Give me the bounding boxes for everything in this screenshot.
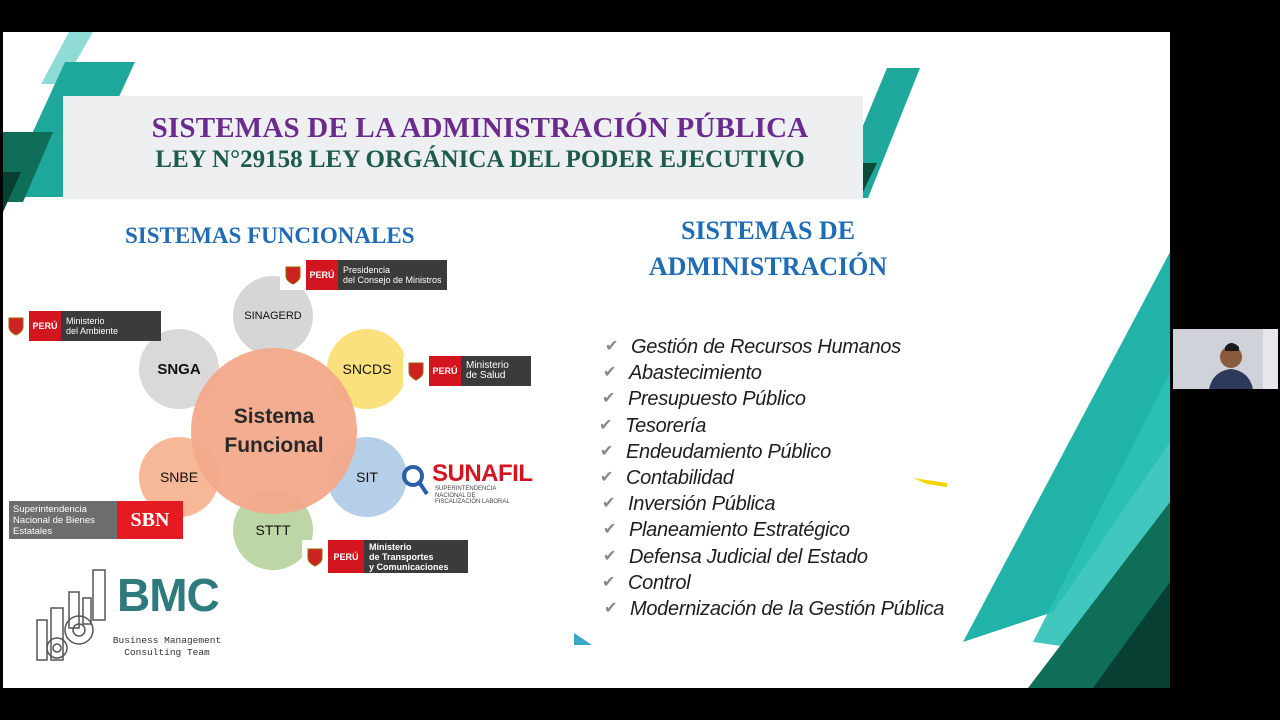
list-item: ✔ Contabilidad xyxy=(600,467,734,490)
list-item: ✔ Tesorería xyxy=(599,414,707,437)
webcam-thumbnail[interactable] xyxy=(1173,329,1278,389)
list-item: ✔ Modernización de la Gestión Pública xyxy=(604,597,945,620)
check-icon: ✔ xyxy=(603,364,617,382)
system-label: SNGA xyxy=(157,360,201,378)
sunafil-subtitle: SUPERINTENDENCIA NACIONAL DE FISCALIZACIÓN LABORAL xyxy=(435,486,510,505)
peru-mark: PERÚ xyxy=(29,311,61,341)
central-system-circle xyxy=(191,348,357,514)
system-label: STTT xyxy=(255,522,291,538)
bmc-tagline: Business Management Consulting Team xyxy=(112,635,222,658)
list-item: ✔ Endeudamiento Público xyxy=(600,440,831,463)
ministry-name: Ministerio de Salud xyxy=(461,356,531,386)
peru-mark: PERÚ xyxy=(328,540,364,573)
check-icon: ✔ xyxy=(602,390,616,408)
check-icon: ✔ xyxy=(602,495,616,513)
sunafil-name: SUNAFIL xyxy=(432,460,533,487)
yellow-pointer-decor xyxy=(913,478,949,488)
ministry-name: Ministerio del Ambiente xyxy=(61,311,161,341)
peru-shield-icon xyxy=(403,356,429,386)
bmc-name: BMC xyxy=(117,569,219,621)
system-label: SINAGERD xyxy=(244,310,302,322)
mtc-logo xyxy=(302,540,468,573)
center-label-line1: Sistema xyxy=(233,405,315,428)
slide-title: SISTEMAS DE LA ADMINISTRACIÓN PÚBLICA xyxy=(151,112,809,144)
list-item: ✔ Defensa Judicial del Estado xyxy=(603,545,868,568)
peru-mark: PERÚ xyxy=(429,356,461,386)
slide-subtitle: LEY N°29158 LEY ORGÁNICA DEL PODER EJECUTIVO xyxy=(155,146,805,173)
check-icon: ✔ xyxy=(599,416,613,434)
functional-systems-heading: SISTEMAS FUNCIONALES xyxy=(125,223,415,248)
check-icon: ✔ xyxy=(603,521,617,539)
check-icon: ✔ xyxy=(605,338,619,356)
list-item: ✔ Inversión Pública xyxy=(602,493,776,516)
peru-shield-icon xyxy=(280,260,306,290)
check-icon: ✔ xyxy=(603,547,617,565)
sbn-logo xyxy=(9,501,183,539)
list-item: ✔ Abastecimiento xyxy=(603,362,762,385)
check-icon: ✔ xyxy=(604,599,618,617)
bmc-logo xyxy=(33,568,233,663)
system-label: SNBE xyxy=(159,469,199,485)
ministry-name: Presidencia del Consejo de Ministros xyxy=(338,260,447,290)
center-label-line2: Funcional xyxy=(224,434,324,457)
administration-systems-list xyxy=(599,334,944,622)
check-icon: ✔ xyxy=(602,573,616,591)
system-label: SIT xyxy=(356,469,378,485)
system-label: SNCDS xyxy=(342,361,392,377)
right-decor-stripes xyxy=(953,252,1170,688)
check-icon: ✔ xyxy=(600,469,614,487)
ministerio-salud-logo xyxy=(403,356,531,386)
peru-shield-icon xyxy=(302,540,328,573)
presentation-slide xyxy=(3,32,1170,688)
pcm-logo xyxy=(280,260,447,290)
peru-mark: PERÚ xyxy=(306,260,338,290)
peru-shield-icon xyxy=(3,311,29,341)
list-item: ✔ Gestión de Recursos Humanos xyxy=(605,336,901,359)
ministerio-ambiente-logo xyxy=(3,311,161,341)
list-item: ✔ Presupuesto Público xyxy=(602,388,806,411)
ministry-name: Ministerio de Transportes y Comunicaciones xyxy=(364,540,468,573)
sunafil-emblem-icon xyxy=(401,462,429,498)
administration-systems-heading: SISTEMAS DE ADMINISTRACIÓN xyxy=(648,216,888,281)
small-triangle-decor xyxy=(574,633,592,645)
list-item: ✔ Control xyxy=(602,571,691,594)
sbn-name: Superintendencia Nacional de Bienes Estatales xyxy=(9,501,117,539)
presenter-video-icon xyxy=(1173,329,1278,389)
gears-building-icon xyxy=(33,568,123,662)
sbn-abbr: SBN xyxy=(117,501,183,539)
list-item: ✔ Planeamiento Estratégico xyxy=(603,519,850,542)
check-icon: ✔ xyxy=(600,442,614,460)
sunafil-logo xyxy=(401,460,541,508)
